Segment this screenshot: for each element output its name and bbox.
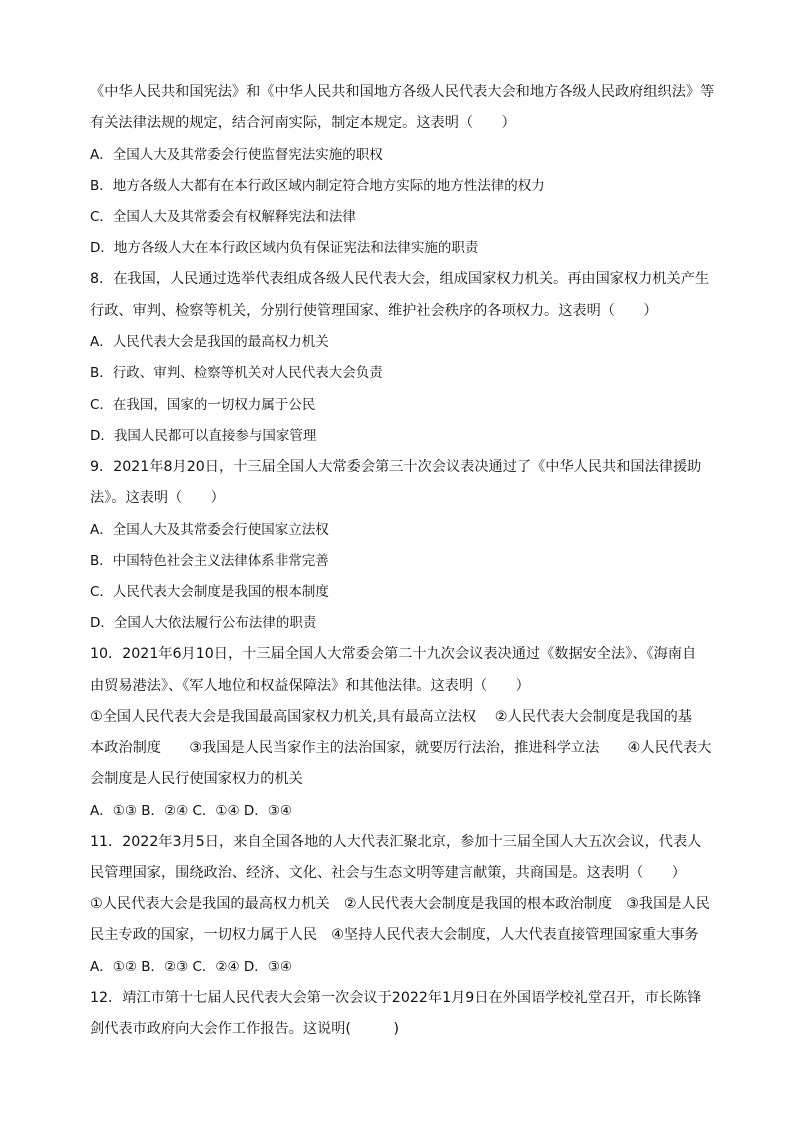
q7-option-a: A．全国人大及其常委会行使监督宪法实施的职权 [90, 147, 383, 163]
q7-stem-line-1: 《中华人民共和国宪法》和《中华人民共和国地方各级人民代表大会和地方各级人民政府组织法》等 [90, 84, 715, 100]
q8-option-b: B．行政、审判、检察等机关对人民代表大会负责 [90, 365, 383, 381]
q11-stem-line-2: 民管理国家，围绕政治、经济、文化、社会与生态文明等建言献策，共商国是。这表明（ ） [90, 865, 686, 881]
q7-stem-line-2: 有关法律法规的规定，结合河南实际，制定本规定。这表明（ ） [90, 115, 516, 131]
q11-stem-line-1: 11．2022年3月5日，来自全国各地的人大代表汇聚北京，参加十三届全国人大五次会议，代表人 [90, 834, 702, 850]
q11-statement-line-1: ①人民代表大会是我国的最高权力机关 ②人民代表大会制度是我国的根本政治制度 ③我国是人民 [90, 896, 710, 912]
q9-stem-line-2: 法》。这表明（ ） [90, 490, 225, 506]
q11-options: A．①② B．②③ C．②④ D．③④ [90, 959, 293, 975]
q8-option-d: D．我国人民都可以直接参与国家管理 [90, 428, 317, 444]
q12-stem-line-2: 剑代表市政府向大会作工作报告。这说明( ) [90, 1021, 400, 1037]
q11-statement-line-2: 民主专政的国家，一切权力属于人民 ④坚持人民代表大会制度，人大代表直接管理国家重大事务 [90, 927, 699, 943]
q9-option-c: C．人民代表大会制度是我国的根本制度 [90, 584, 329, 600]
q7-option-d: D．地方各级人大在本行政区域内负有保证宪法和法律实施的职责 [90, 240, 479, 256]
q9-option-b: B．中国特色社会主义法律体系非常完善 [90, 553, 329, 569]
q10-statement-line-1: ①全国人民代表大会是我国最高国家权力机关,具有最高立法权 ②人民代表大会制度是我国的基 [90, 709, 692, 725]
q10-options: A．①③ B．②④ C．①④ D．③④ [90, 803, 293, 819]
q8-option-c: C．在我国，国家的一切权力属于公民 [90, 397, 316, 413]
q10-statement-line-2: 本政治制度 ③我国是人民当家作主的法治国家，就要厉行法治，推进科学立法 ④人民代表大 [90, 740, 712, 756]
q9-option-d: D．全国人大依法履行公布法律的职责 [90, 615, 317, 631]
q9-option-a: A．全国人大及其常委会行使国家立法权 [90, 522, 329, 538]
q7-option-b: B．地方各级人大都有在本行政区域内制定符合地方实际的地方性法律的权力 [90, 178, 545, 194]
q10-stem-line-2: 由贸易港法》、《军人地位和权益保障法》和其他法律。这表明（ ） [90, 678, 530, 694]
q10-stem-line-1: 10．2021年6月10日，十三届全国人大常委会第二十九次会议表决通过《数据安全法》、《海南自 [90, 646, 697, 662]
q10-statement-line-3: 会制度是人民行使国家权力的机关 [90, 771, 303, 787]
q8-stem-line-1: 8．在我国，人民通过选举代表组成各级人民代表大会，组成国家权力机关。再由国家权力机关产生 [90, 271, 710, 287]
q7-option-c: C．全国人大及其常委会有权解释宪法和法律 [90, 209, 356, 225]
q8-option-a: A．人民代表大会是我国的最高权力机关 [90, 334, 329, 350]
q8-stem-line-2: 行政、审判、检察等机关，分别行使管理国家、维护社会秩序的各项权力。这表明（ ） [90, 303, 658, 319]
q12-stem-line-1: 12．靖江市第十七届人民代表大会第一次会议于2022年1月9日在外国语学校礼堂召开，市长陈锋 [90, 990, 702, 1006]
q9-stem-line-1: 9．2021年8月20日，十三届全国人大常委会第三十次会议表决通过了《中华人民共和国法律援助 [90, 459, 702, 475]
